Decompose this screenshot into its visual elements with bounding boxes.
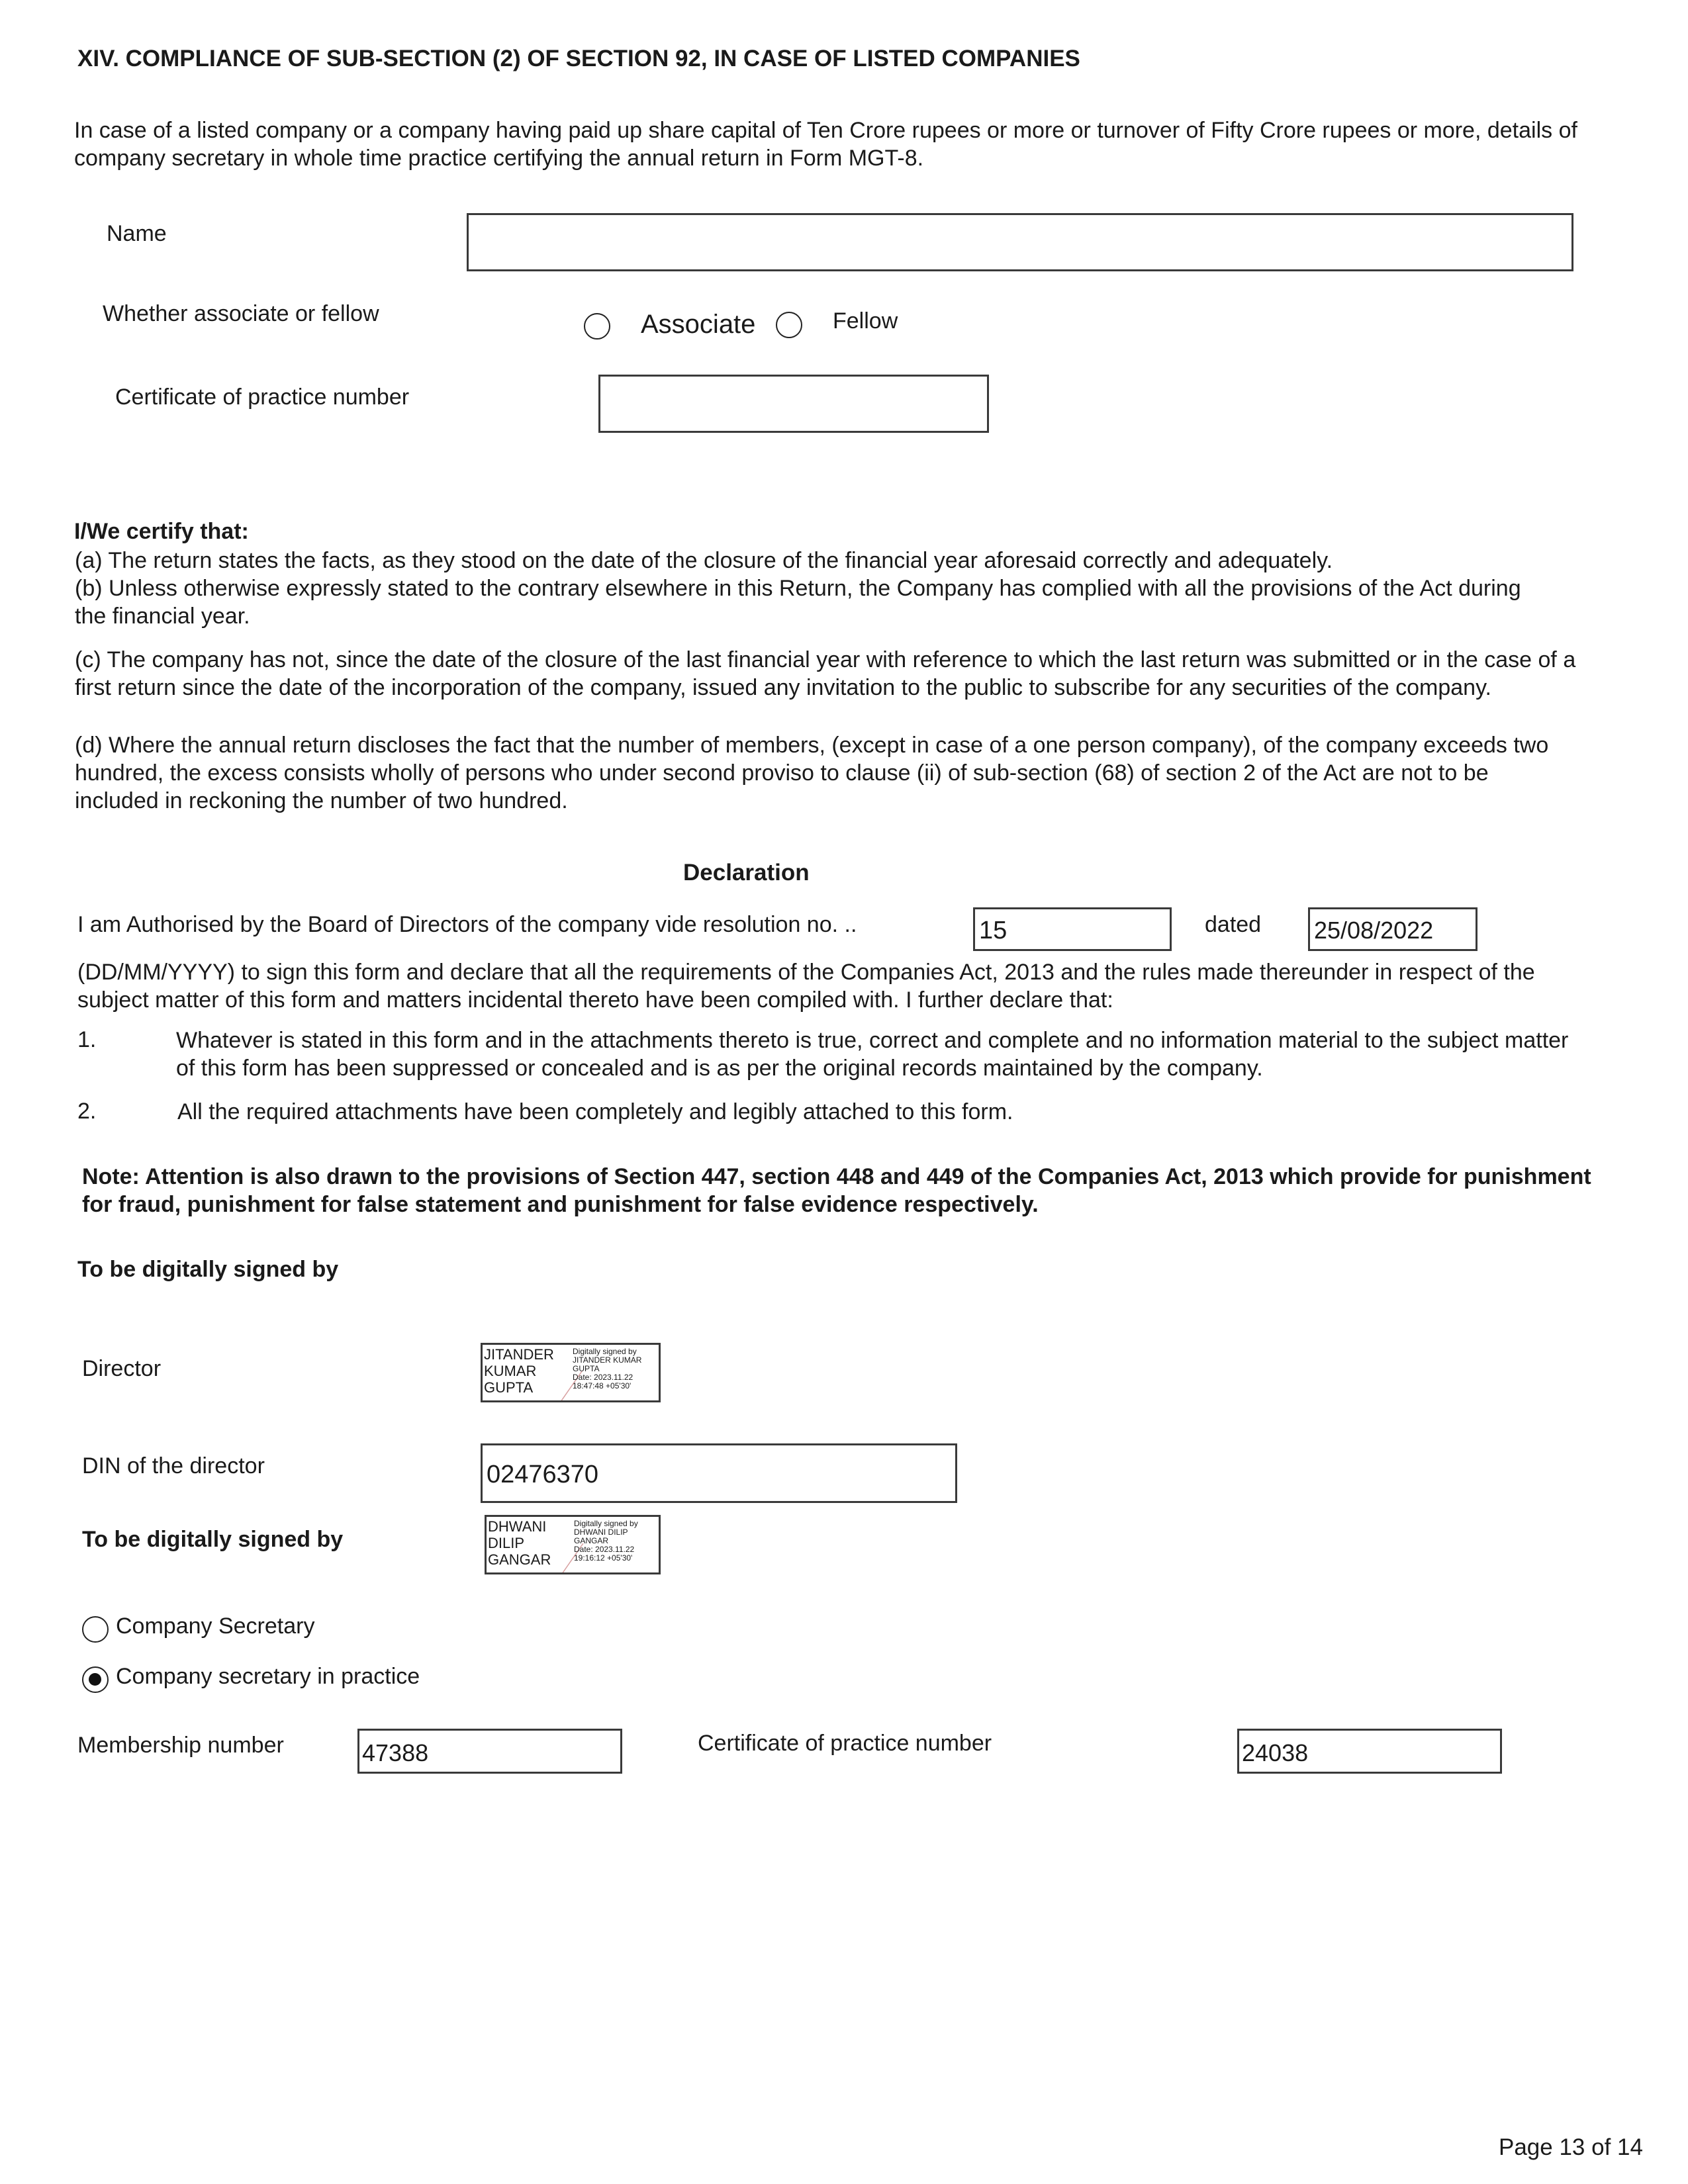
membership-field[interactable] (357, 1729, 622, 1774)
cs-digital-signature[interactable] (485, 1515, 661, 1574)
declaration-item-text: All the required attachments have been completely and legibly attached to this form. (177, 1099, 1013, 1124)
cop-number-label: Certificate of practice number (698, 1731, 992, 1756)
director-signature-details: Digitally signed by JITANDER KUMAR GUPTA Date: 2023.11.22 18:47:48 +05'30' (573, 1347, 642, 1390)
declaration-continuation: (DD/MM/YYYY) to sign this form and declare that all the requirements of the Companies Act, 2013 and the rules made thereunder in respect of the subject matter of this form and matters incidental thereto have been compiled with. I further declare that: (77, 960, 1535, 1013)
certify-b: (b) Unless otherwise expressly stated to the contrary elsewhere in this Return, the Company has complied with all the provisions of the Act during the financial year. (75, 576, 1521, 629)
fellow-radio[interactable] (776, 312, 802, 338)
cs-signature-details: Digitally signed by DHWANI DILIP GANGAR Date: 2023.11.22 19:16:12 +05'30' (574, 1519, 638, 1563)
section-title: XIV. COMPLIANCE OF SUB-SECTION (2) OF SECTION 92, IN CASE OF LISTED COMPANIES (77, 46, 1080, 71)
declaration-heading: Declaration (683, 860, 810, 886)
associate-radio-label: Associate (641, 310, 756, 339)
name-field[interactable] (467, 213, 1573, 271)
resolution-number-value: 15 (979, 917, 1008, 944)
attention-note: Note: Attention is also drawn to the provisions of Section 447, section 448 and 449 of the Companies Act, 2013 which provide for punishment for fraud, punishment for false statement and punishment for false evidence respectively. (82, 1164, 1591, 1217)
cop-number-field-value: 24038 (1242, 1739, 1309, 1766)
membership-label: Membership number (77, 1733, 284, 1758)
membership-field-value: 47388 (362, 1739, 429, 1766)
associate-radio[interactable] (584, 313, 610, 340)
company-secretary-label: Company Secretary (116, 1614, 315, 1639)
certify-c: (c) The company has not, since the date of the closure of the last financial year with reference to which the last return was submitted or in the case of a first return since the date of the incorporation of the company, issued any invitation to the public to subscribe for any securities of the company. (75, 647, 1576, 700)
cop-label: Certificate of practice number (115, 385, 410, 410)
director-digital-signature[interactable] (481, 1343, 661, 1402)
page-number: Page 13 of 14 (1499, 2134, 1643, 2160)
declaration-item-text: Whatever is stated in this form and in the attachments thereto is true, correct and complete and no information material to the subject matter of this form has been suppressed or concealed and is as per the original records maintained by the company. (176, 1028, 1569, 1081)
certify-heading: I/We certify that: (74, 519, 249, 544)
certify-a: (a) The return states the facts, as they stood on the date of the closure of the financial year aforesaid correctly and adequately. (75, 548, 1333, 573)
din-field[interactable] (481, 1443, 957, 1503)
digitally-signed-heading: To be digitally signed by (77, 1257, 339, 1282)
director-signature-name: JITANDER KUMAR GUPTA (484, 1346, 554, 1396)
authorised-text: I am Authorised by the Board of Directors of the company vide resolution no. .. (77, 912, 857, 937)
digitally-signed-heading: To be digitally signed by (82, 1527, 344, 1552)
cop-field[interactable] (598, 375, 989, 433)
certify-d: (d) Where the annual return discloses the fact that the number of members, (except in case of a one person company), of the company exceeds two hundred, the excess consists wholly of persons who under second proviso to clause (ii) of sub-section (68) of section 2 of the Act are not to be included in reckoning the number of two hundred. (75, 733, 1549, 813)
declaration-item-num: 1. (77, 1027, 97, 1052)
din-label: DIN of the director (82, 1453, 265, 1479)
name-label: Name (107, 221, 167, 246)
cs-in-practice-radio[interactable] (82, 1666, 109, 1693)
director-label: Director (82, 1356, 162, 1381)
resolution-date-value: 25/08/2022 (1314, 917, 1434, 944)
dated-label: dated (1205, 912, 1262, 937)
resolution-number-field[interactable] (973, 907, 1172, 951)
company-secretary-radio[interactable] (82, 1616, 109, 1643)
resolution-date-field[interactable] (1308, 907, 1477, 951)
fellow-radio-label: Fellow (833, 308, 898, 334)
declaration-item-num: 2. (77, 1099, 97, 1124)
associate-fellow-label: Whether associate or fellow (103, 301, 379, 326)
cs-signature-name: DHWANI DILIP GANGAR (488, 1518, 551, 1568)
din-field-value: 02476370 (487, 1461, 599, 1488)
intro-text: In case of a listed company or a company having paid up share capital of Ten Crore rupees or more or turnover of Fifty Crore rupees or more, details of company secretary in whole time practice certifying the annual return in Form MGT-8. (74, 118, 1577, 171)
cop-number-field[interactable] (1237, 1729, 1502, 1774)
cs-in-practice-label: Company secretary in practice (116, 1664, 420, 1689)
